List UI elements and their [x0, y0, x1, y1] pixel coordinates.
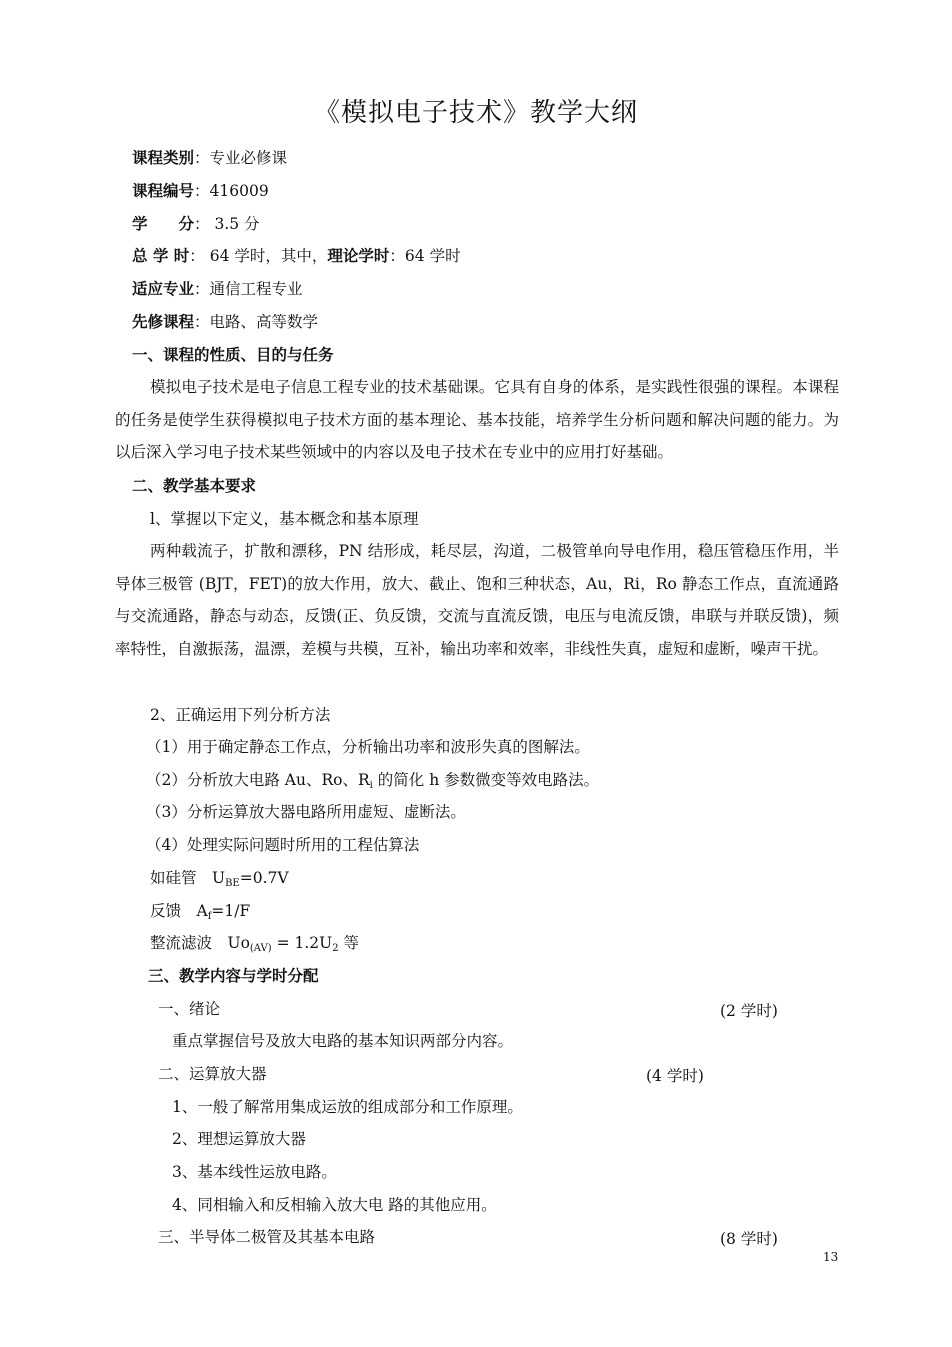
- method-3: （3）分析运算放大器电路所用虚短、虚断法。: [146, 803, 466, 821]
- course-credit: 学 分： 3.5 分: [132, 215, 260, 233]
- course-code: 课程编号：416009: [132, 182, 269, 200]
- chapter-1-title: 一、绪论: [158, 1000, 221, 1018]
- chapter-2-title: 二、运算放大器: [158, 1065, 267, 1083]
- example-3: 整流滤波 $Uo_{(AV)} = 1.2U_2$ 等: [150, 934, 360, 954]
- method-4: （4）处理实际问题时所用的工程估算法: [146, 836, 420, 854]
- course-type: 课程类别：专业必修课: [132, 149, 288, 167]
- chapter-1-hours: (2 学时): [720, 1002, 778, 1020]
- chapter-3-title: 三、半导体二极管及其基本电路: [158, 1228, 376, 1246]
- method-2: （2）分析放大电路 Au、Ro、$R_i$ 的简化 h 参数微变等效电路法。: [146, 771, 600, 791]
- example-1: 如硅管 $U_{BE}=0.7V$: [150, 869, 289, 889]
- section-2-item-1: l、掌握以下定义，基本概念和基本原理: [150, 510, 419, 528]
- page-number: 13: [823, 1250, 839, 1264]
- section-1-body: 模拟电子技术是电子信息工程专业的技术基础课。它具有自身的体系，是实践性很强的课程。本课程的任务是使学生获得模拟电子技术方面的基本理论、基本技能，培养学生分析问题和解决问题的能力。为以后深入学习电子技术某些领域中的内容以及电子技术在专业中的应用打好基础。: [115, 378, 839, 462]
- section-1-heading: 一、课程的性质、目的与任务: [132, 346, 334, 364]
- chapter-1-body: 重点掌握信号及放大电路的基本知识两部分内容。: [172, 1032, 514, 1050]
- section-2-item-2: 2、正确运用下列分析方法: [150, 706, 331, 724]
- method-1: （1）用于确定静态工作点，分析输出功率和波形失真的图解法。: [146, 738, 590, 756]
- chapter-2-item: 2、理想运算放大器: [172, 1130, 306, 1148]
- section-2-item-1-body: 两种载流子，扩散和漂移，PN 结形成，耗尽层，沟道，二极管单向导电作用，稳压管稳压作用，半导体三极管 (BJT，FET)的放大作用，放大、截止、饱和三种状态，Au，Ri，Ro 静态工作点，直流通路与交流通路，静态与动态，反馈(正、负反馈，交流与直流反馈，电压与电流反馈，串联与并联反馈)，频率特性，自激振荡，温漂，差模与共模，互补，输出功率和效率，非线性失真，虚短和虚断，噪声干扰。: [115, 542, 839, 659]
- chapter-2-item: 1、一般了解常用集成运放的组成部分和工作原理。: [172, 1098, 523, 1116]
- chapter-2-item: 3、基本线性运放电路。: [172, 1163, 337, 1181]
- chapter-2-item: 4、同相输入和反相输入放大电 路的其他应用。: [172, 1196, 497, 1214]
- course-prereq: 先修课程：电路、高等数学: [132, 313, 319, 331]
- document-title: 《模拟电子技术》教学大纲: [313, 98, 638, 128]
- section-2-heading: 二、教学基本要求: [132, 477, 257, 495]
- chapter-2-hours: (4 学时): [646, 1067, 704, 1085]
- chapter-3-hours: (8 学时): [720, 1230, 778, 1248]
- course-major: 适应专业：通信工程专业: [132, 280, 303, 298]
- course-hours: 总 学 时： 64 学时，其中，理论学时：64 学时: [132, 247, 461, 265]
- example-2: 反馈 $A_f=1/F$: [150, 902, 251, 922]
- section-3-heading: 三、教学内容与学时分配: [148, 967, 319, 985]
